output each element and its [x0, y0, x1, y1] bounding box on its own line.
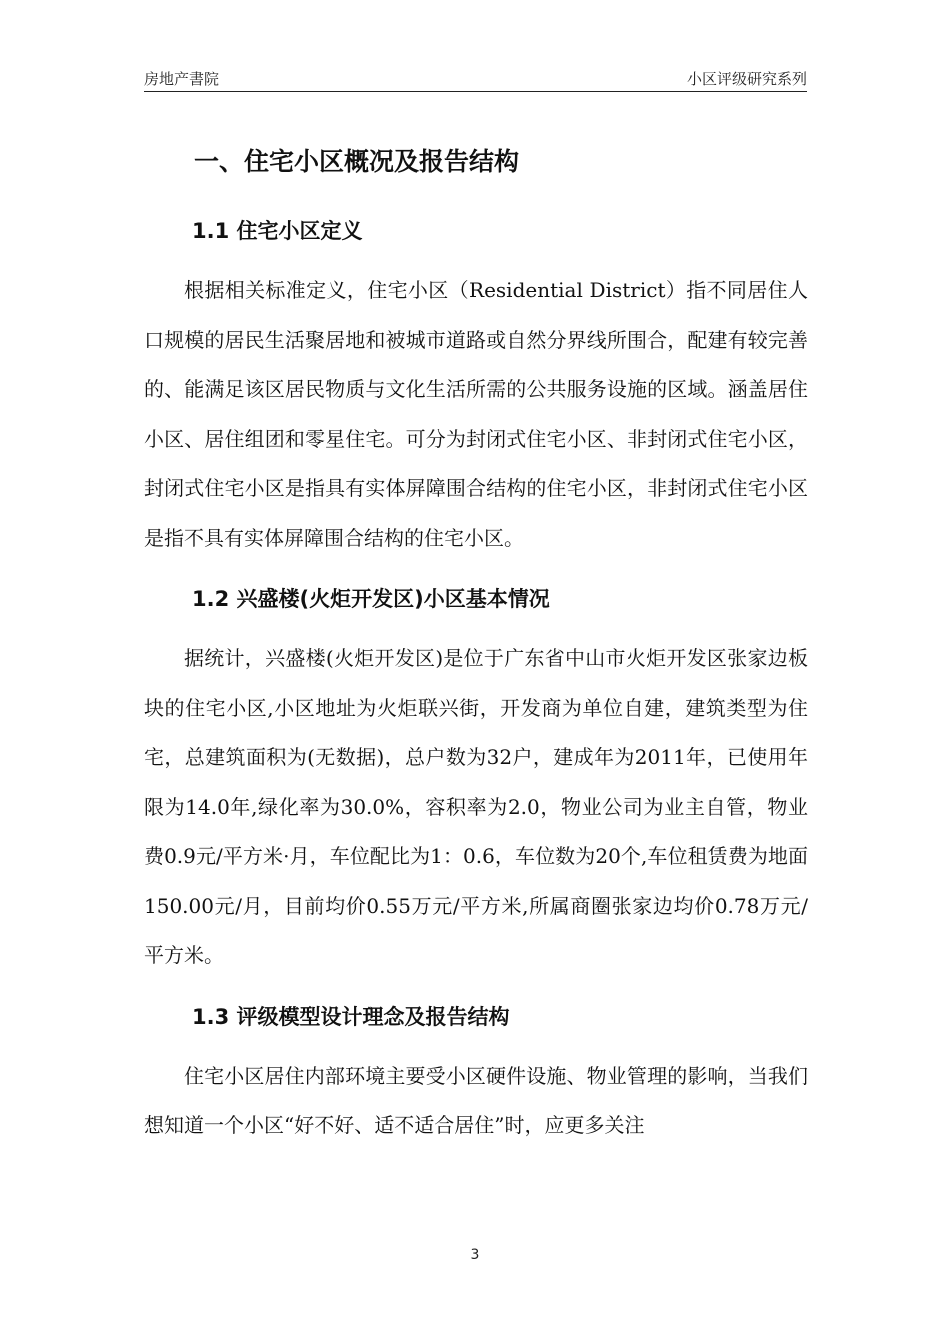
section-heading-1-2: 1.2 兴盛楼(火炬开发区)小区基本情况 — [192, 587, 550, 611]
chapter-heading: 一、住宅小区概况及报告结构 — [194, 147, 520, 176]
section-heading-1-1: 1.1 住宅小区定义 — [192, 219, 363, 243]
page-header — [144, 64, 807, 92]
section-paragraph-1-3: 住宅小区居住内部环境主要受小区硬件设施、物业管理的影响，当我们想知道一个小区“好不好、适不适合居住”时，应更多关注 — [144, 1063, 808, 1137]
header-series-title: 小区评级研究系列 — [686, 70, 807, 88]
page-number: 3 — [470, 1247, 480, 1263]
section-heading-1-3: 1.3 评级模型设计理念及报告结构 — [192, 1004, 510, 1029]
header-publisher: 房地产書院 — [144, 70, 220, 88]
section-paragraph-1-1: 根据相关标准定义，住宅小区（Residential District）指不同居住人口规模的居民生活聚居地和被城市道路或自然分界线所围合，配建有较完善的、能满足该区居民物质与文化生活所需的公共服务设施的区域。涵盖居住小区、居住组团和零星住宅。可分为封闭式住宅小区、非封闭式住宅小区，封闭式住宅小区是指具有实体屏障围合结构的住宅小区，非封闭式住宅小区是指不具有实体屏障围合结构的住宅小区。 — [144, 278, 808, 550]
section-paragraph-1-2: 据统计，兴盛楼(火炬开发区)是位于广东省中山市火炬开发区张家边板块的住宅小区,小区地址为火炬联兴街，开发商为单位自建，建筑类型为住宅，总建筑面积为(无数据)，总户数为32户，建成年为2011年，已使用年限为14.0年,绿化率为30.0%，容积率为2.0，物业公司为业主自管，物业费0.9元/平方米·月，车位配比为1：0.6，车位数为20个,车位租赁费为地面150.00元/月，目前均价0.55万元/平方米,所属商圈张家边均价0.78万元/平方米。 — [144, 646, 808, 967]
document-body — [144, 140, 808, 1170]
